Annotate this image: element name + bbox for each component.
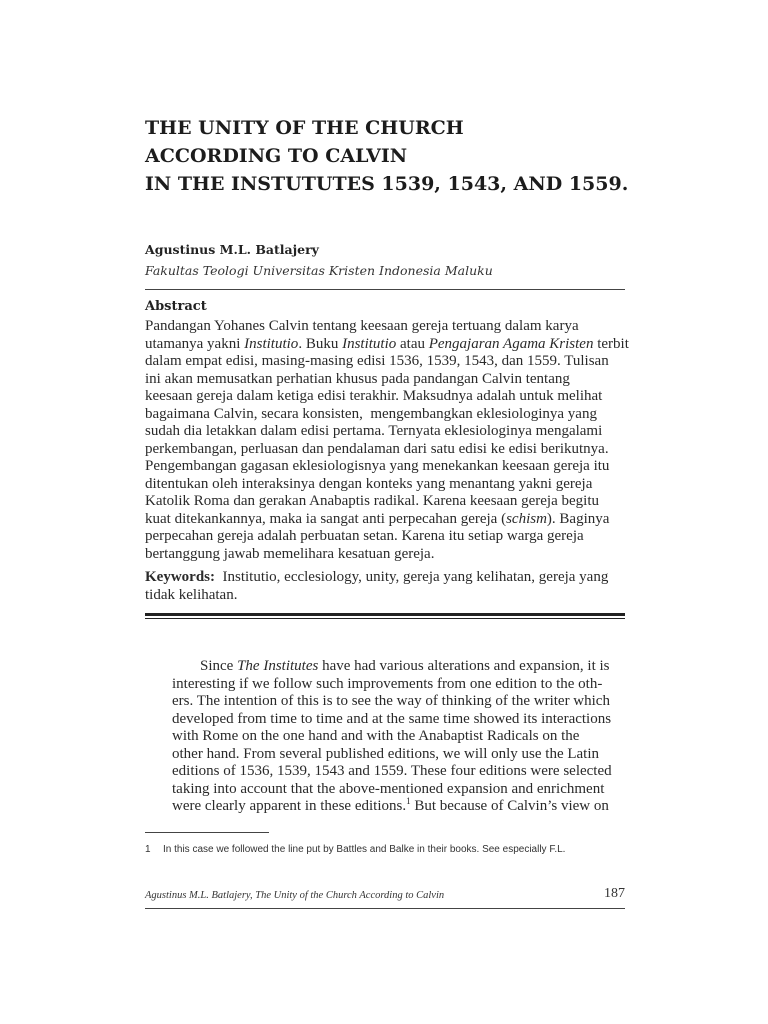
abstract-line: [145, 335, 629, 354]
abstract-line: [145, 511, 625, 529]
body-line: [172, 798, 627, 816]
text-span: ). Baginya: [546, 510, 610, 527]
title-line-1: THE UNITY OF THE CHURCH: [145, 117, 464, 139]
body-paragraph: [172, 658, 627, 816]
abstract-line: bagaimana Calvin, secara konsisten, mengembangkan eklesiologinya yang: [145, 405, 597, 422]
abstract-body: [145, 318, 629, 563]
section-divider-thick: [145, 613, 625, 616]
italic-term: Pengajaran Agama Kristen: [428, 335, 594, 352]
italic-term: schism: [506, 510, 547, 527]
italic-term: Institutio: [342, 335, 397, 352]
body-line: developed from time to time and at the same time showed its interactions: [172, 710, 612, 727]
abstract-line: dalam empat edisi, masing-masing edisi 1536, 1539, 1543, dan 1559. Tulisan: [145, 353, 609, 369]
title-line-3: IN THE INSTUTUTES 1539, 1543, AND 1559.: [145, 173, 629, 195]
header-divider: [145, 289, 625, 290]
keywords-list: Institutio, ecclesiology, unity, gereja yang kelihatan, gereja yang: [215, 569, 609, 585]
title-line-2: ACCORDING TO CALVIN: [145, 145, 408, 167]
abstract-line: bertanggung jawab memelihara kesatuan gereja.: [145, 545, 435, 562]
keywords: [145, 569, 625, 604]
author-name: Agustinus M.L. Batlajery: [145, 242, 319, 257]
footnote-ref: 1: [406, 796, 411, 806]
text-span: kuat ditekankannya, maka ia sangat anti perpecahan gereja (: [145, 510, 507, 527]
keywords-line: [145, 569, 625, 587]
text-span: utamanya yakni: [145, 335, 245, 352]
body-line: [172, 658, 627, 676]
keywords-label: Keywords:: [145, 569, 215, 585]
abstract-line: ditentukan oleh interaksinya dengan konteks yang menantang yakni gereja: [145, 475, 593, 492]
text-span: were clearly apparent in these editions.: [172, 798, 407, 814]
abstract-line: keesaan gereja dalam ketiga edisi terakhir. Maksudnya adalah untuk melihat: [145, 388, 603, 404]
running-footer: Agustinus M.L. Batlajery, The Unity of the Church According to Calvin: [145, 890, 445, 901]
abstract-line: perpecahan gereja adalah perbuatan setan. Karena itu setiap warga gereja: [145, 528, 584, 544]
text-span: have had various alterations and expansion, it is: [318, 658, 610, 674]
text-span: But because of Calvin’s view on: [410, 798, 609, 814]
text-span: . Buku: [298, 335, 343, 352]
body-line: other hand. From several published editions, we will only use the Latin: [172, 745, 600, 762]
footnote: [145, 844, 625, 855]
page-number: 187: [604, 886, 625, 901]
abstract-line: ini akan memusatkan perhatian khusus pada pandangan Calvin tentang: [145, 370, 570, 387]
author-affiliation: Fakultas Teologi Universitas Kristen Indonesia Maluku: [145, 263, 493, 278]
abstract-line: perkembangan, perluasan dan pendalaman dari satu edisi ke edisi berikutnya.: [145, 440, 609, 457]
text-span: Since: [200, 658, 238, 674]
footnote-divider: [145, 832, 269, 833]
italic-title: The Institutes: [237, 658, 319, 674]
abstract-line: Katolik Roma dan gerakan Anabaptis radikal. Karena keesaan gereja begitu: [145, 493, 599, 509]
text-span: terbit: [593, 335, 629, 352]
body-line: with Rome on the one hand and with the Anabaptist Radicals on the: [172, 728, 580, 744]
abstract-line: Pandangan Yohanes Calvin tentang keesaan gereja tertuang dalam karya: [145, 318, 579, 334]
keywords-line: tidak kelihatan.: [145, 586, 238, 603]
body-line: taking into account that the above-mentioned expansion and enrichment: [172, 780, 605, 797]
italic-term: Institutio: [244, 335, 299, 352]
abstract-heading: Abstract: [145, 299, 207, 314]
footnote-number: 1: [145, 844, 151, 855]
footer-divider: [145, 908, 625, 909]
body-line: interesting if we follow such improvements from one edition to the oth-: [172, 675, 603, 692]
body-line: ers. The intention of this is to see the way of thinking of the writer which: [172, 693, 610, 709]
text-span: atau: [396, 335, 429, 352]
section-divider-thin: [145, 618, 625, 619]
footnote-text: In this case we followed the line put by Battles and Balke in their books. See especially F.L.: [163, 844, 566, 855]
body-line: editions of 1536, 1539, 1543 and 1559. These four editions were selected: [172, 763, 612, 779]
article-title: [145, 114, 705, 198]
abstract-line: Pengembangan gagasan eklesiologisnya yang menekankan keesaan gereja itu: [145, 458, 610, 474]
abstract-line: sudah dia letakkan dalam edisi pertama. Ternyata eklesiologinya mengalami: [145, 423, 603, 439]
